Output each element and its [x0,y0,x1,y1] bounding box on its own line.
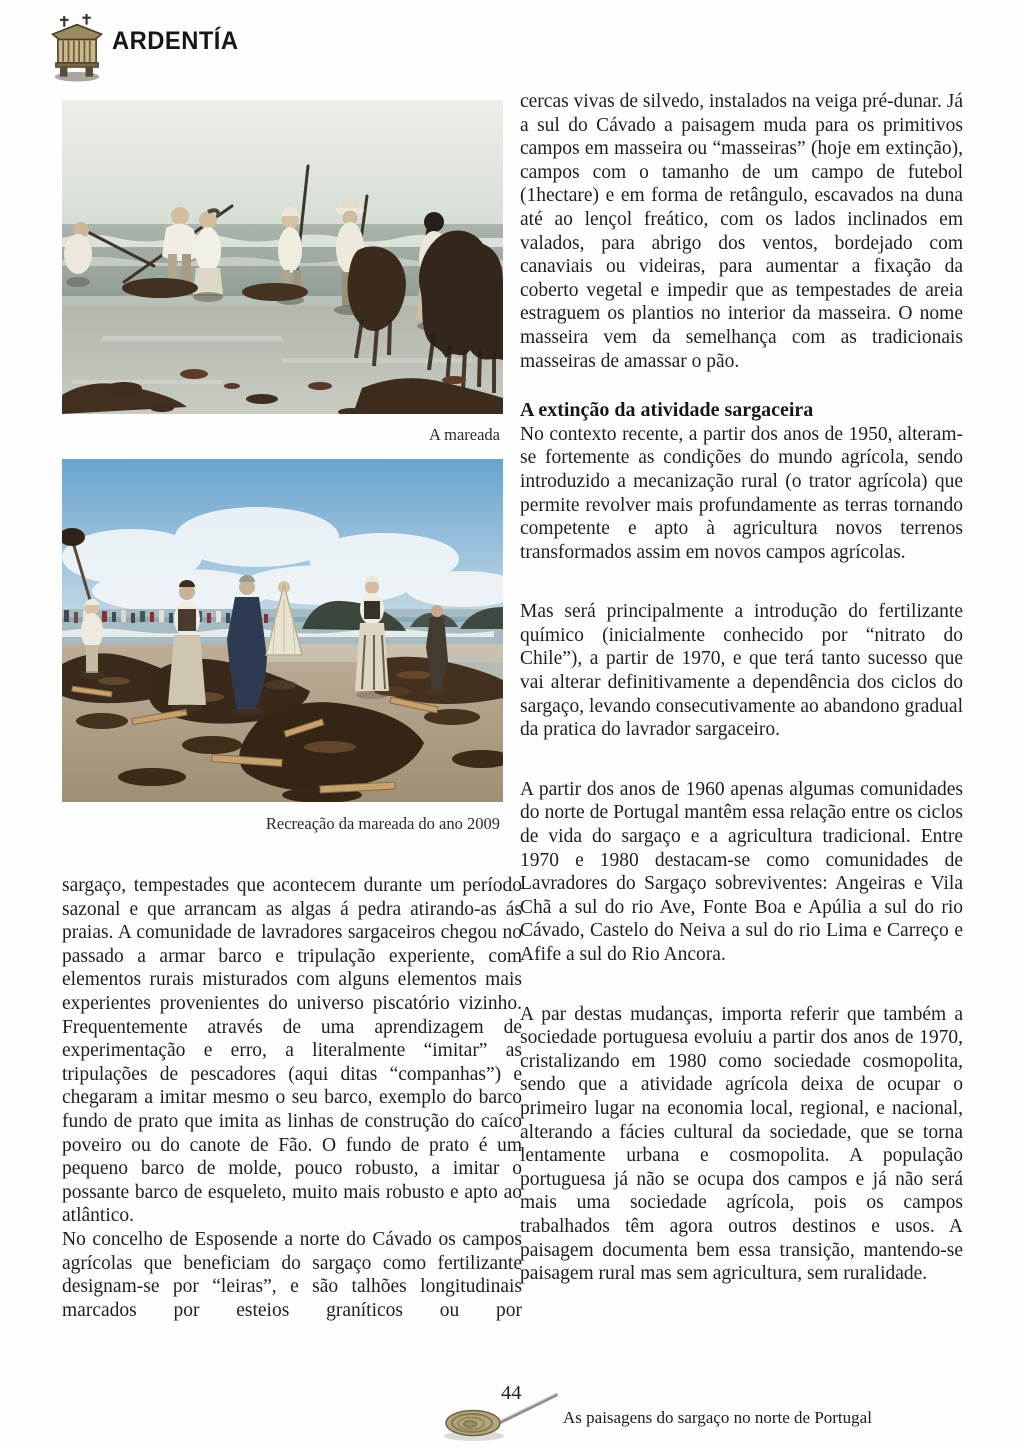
horreo-granary-icon [47,14,107,82]
left-text-column [62,874,522,1322]
photo-recreacao [62,459,503,802]
section-heading: A extinção da atividade sargaceira [520,399,814,422]
body-paragraph: sargaço, tempestades que acontecem durante um período sazonal e que arrancam as algas á pedra atirando-as ás praias. A comunidade de lavradores sargaceiros chegou no passado a armar barco e tripulação experiente, com elementos rurais misturados com alguns elementos mais experientes provenientes do universo piscatório vizinho. Frequentemente através de uma aprendizagem de experimentação e erro, a literalmente “imitar” as tripulações de pescadores (aqui ditas “companhas”) e chegaram a imitar mesmo o seu barco, exemplo do barco fundo de prato que imita as linhas de construção do caíco poveiro ou do canote de Fão. O fundo de prato é um pequeno barco de molde, pouco robusto, a imitar o possante barco de esqueleto, muito mais robusto e apto ao atlântico. [62,875,522,1227]
body-paragraph: A partir dos anos de 1960 apenas algumas comunidades do norte de Portugal mantêm essa relação entre os ciclos de vida do sargaço e a agricultura tradicional. Entre 1970 e 1980 destacam-se como comunidades de Lavradores do Sargaço sobreviventes: Angeiras e Vila Chã a sul do rio Ave, Fonte Boa e Apúlia a sul do rio Cávado, Castelo do Neiva a sul do rio Lima e Carreço e Afife a sul do Rio Ancora. [520,778,963,965]
page-number: 44 [501,1382,522,1404]
photo-mareada [62,100,503,414]
photo-caption: Recreação da mareada do ano 2009 [265,814,500,833]
body-paragraph: No concelho de Esposende a norte do Cávado os campos agrícolas que beneficiam do sargaço como fertilizante designam-se por “leiras”, e são talhões longitudinais marcados por esteios graníticos ou por [62,1228,522,1321]
brand-name: ARDENTÍA [112,27,239,55]
body-paragraph: cercas vivas de silvedo, instalados na veiga pré-dunar. Já a sul do Cávado a paisagem muda para os primitivos campos em masseira ou “masseiras” (hoje em extinção), campos com o tamanho de um campo de futebol (1hectare) e em forma de retângulo, escavados na duna até ao lençol freático, com os lados inclinados em valados, para abrigo dos ventos, bordejado com canaviais ou videiras, para aumentar a fixação da coberto vegetal e impedir que as tempestades de areia estraguem os plantios no interior da masseira. O nome masseira vem da semelhança com as tradicionais masseiras de amassar o pão. [520,91,963,372]
body-paragraph: A par destas mudanças, importa referir que também a sociedade portuguesa evoluiu a partir dos anos de 1970, cristalizando em 1980 como sociedade cosmopolita, sendo que a atividade agrícola deixa de ocupar o primeiro lugar na economia local, regional, e nacional, alterando a fácies cultural da sociedade, que se torna lentamente urbana e cosmopolita. A população portuguesa já não se ocupa dos campos e já não será mais uma sociedade agrícola, pois os campos trabalhados têm agora outros destinos e usos. A paisagem documenta bem essa transição, mantendo-se paisagem rural mas sem agricultura, sem ruralidade. [520,1003,963,1285]
photo-caption: A mareada [428,425,500,444]
footer-title: As paisagens do sargaço no norte de Portugal [563,1408,872,1427]
right-text-column [520,90,963,1286]
body-paragraph: Mas será principalmente a introdução do fertilizante químico (inicialmente conhecido por “nitrato do Chile”), a partir de 1970, e que terá tanto sucesso que vai alterar definitivamente a dependência dos ciclos do sargaço, levando consecutivamente ao abandono gradual da pratica do lavrador sargaceiro. [520,601,963,741]
coiled-rope-icon [442,1392,560,1444]
body-paragraph: No contexto recente, a partir dos anos de 1950, alteram-se fortemente as condições do mundo agrícola, sendo introduzido a mecanização rural (o trator agrícola) que permite revolver mais profundamente as terras tornando competente e apto à agricultura novos terrenos transformados assim em novos campos agrícolas. [520,423,963,563]
